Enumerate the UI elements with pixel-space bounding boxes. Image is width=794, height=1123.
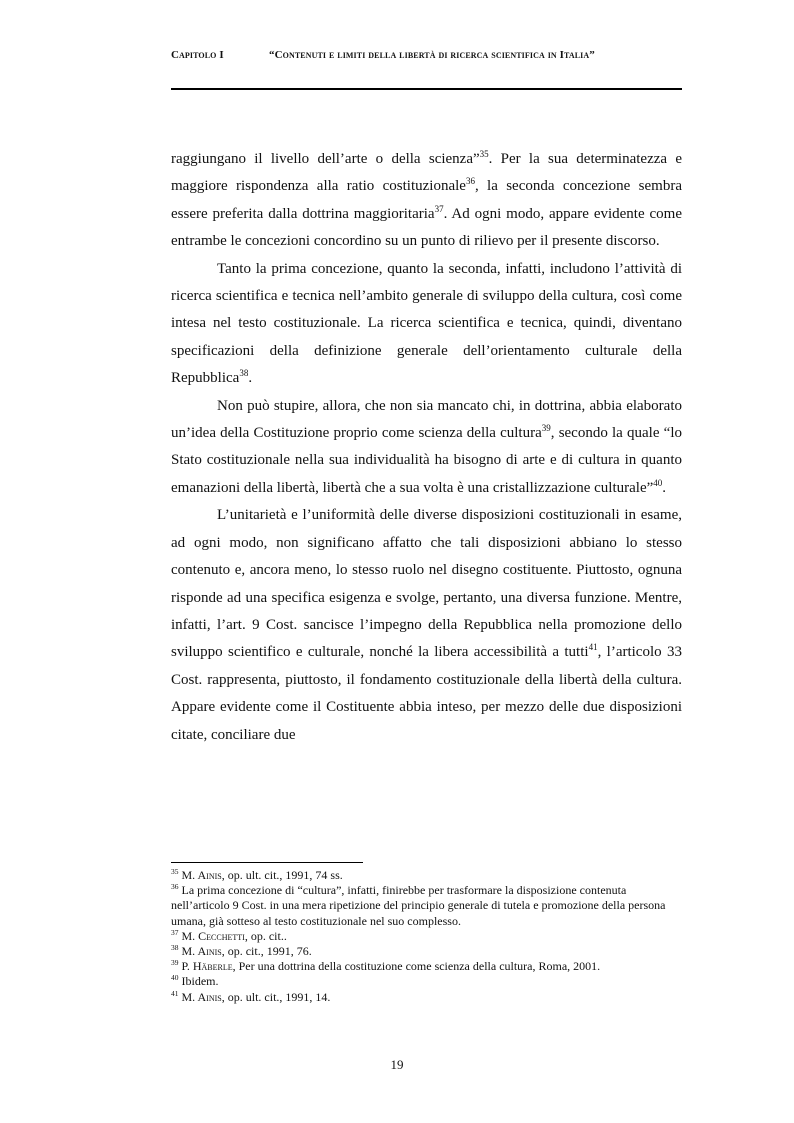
- page-number: 19: [390, 1057, 404, 1072]
- text-span: , secondo la quale “lo Stato costituzionale nella sua individualità ha bisogno di arte e di cultura in quanto emanazioni della libertà, libertà che a sua volta è una cristallizzazione culturale”: [171, 425, 683, 496]
- footnote-number: 38: [171, 943, 179, 953]
- footnote: [171, 959, 682, 974]
- footnote-text: Ibidem.: [181, 974, 219, 989]
- footnote-number: 35: [171, 867, 179, 876]
- text-span: , l’articolo 33 Cost. rappresenta, piuttosto, il fondamento costituzionale della libertà della cultura. Appare evidente come il Costituente abbia inteso, per mezzo delle due disposizioni citate, conciliare due: [171, 644, 682, 743]
- text-span: L’unitarietà e l’uniformità delle diverse disposizioni costituzionali in esame, ad ogni modo, non significano affatto che tali disposizioni abbiano lo stesso contenuto e, ancora meno, lo stesso ruolo nel disegno costituente. Piuttosto, ognuna risponde ad una specifica esigenza e svolge, pertanto, una diversa funzione. Mentre, infatti, l’art. 9 Cost. sancisce l’impegno della Repubblica nella promozione dello sviluppo scientifico e culturale, nonché la libera accessibilità a tutti: [171, 507, 682, 661]
- footnotes: [171, 868, 682, 1005]
- footnote-number: 37: [171, 927, 179, 937]
- text-span: .: [662, 479, 667, 496]
- footnote-text: , op. ult. cit., 1991, 74 ss.: [221, 868, 343, 882]
- text-span: . Ad ogni modo, appare evidente come entrambe le concezioni concordino su un punto di rilievo per il presente discorso.: [171, 205, 682, 250]
- footnote-text: La prima concezione di “cultura”, infatti, finirebbe per trasformare la disposizione contenuta nell’articolo 9 Cost. in una mera ripetizione del principio generale di tutela e promozione della persona umana, già sotteso al testo costituzionale nel suo complesso.: [171, 883, 666, 928]
- footnote-number: 41: [171, 988, 179, 998]
- chapter-label: Capitolo I: [171, 49, 224, 61]
- footnote-text: , op. ult. cit., 1991, 14.: [221, 989, 331, 1004]
- footnote-text: , op. cit., 1991, 76.: [221, 944, 312, 959]
- footnote-ref[interactable]: 40: [653, 477, 663, 488]
- text-span: raggiungano il livello dell’arte o della scienza”: [171, 151, 480, 167]
- paragraph: [171, 256, 682, 393]
- body-text: [171, 146, 682, 749]
- footnote-ref[interactable]: 37: [434, 203, 444, 214]
- chapter-title: “Contenuti e limiti della libertà di ricerca scientifica in Italia”: [269, 49, 595, 61]
- text-span: Non può stupire, allora, che non sia mancato chi, in dottrina, abbia elaborato un’idea della Costituzione proprio come scienza della cultura: [171, 397, 682, 442]
- footnote-ref[interactable]: 36: [465, 176, 475, 187]
- footnote-author: M. Cecchetti: [181, 928, 245, 943]
- footnote: [171, 990, 682, 1005]
- footnote-number: 36: [171, 882, 179, 892]
- footnote-author: P. Häberle: [181, 959, 233, 974]
- footnote-text: , Per una dottrina della costituzione come scienza della cultura, Roma, 2001.: [232, 959, 601, 974]
- footnote-separator: [171, 862, 363, 863]
- footnote-author: M. Ainis: [181, 868, 222, 882]
- footnote-ref[interactable]: 39: [541, 423, 551, 434]
- footnote-text: , op. cit..: [244, 928, 287, 943]
- text-span: .: [248, 370, 253, 387]
- paragraph: [171, 146, 682, 256]
- text-span: Tanto la prima concezione, quanto la seconda, infatti, includono l’attività di ricerca scientifica e tecnica nell’ambito generale di sviluppo della cultura, così come intesa nel testo costituzionale. La ricerca scientifica e tecnica, quindi, diventano specificazioni della definizione generale dell’orientamento culturale della Repubblica: [171, 260, 682, 387]
- footnote-author: M. Ainis: [181, 989, 222, 1004]
- footnote-ref[interactable]: 35: [479, 149, 489, 159]
- footnote-author: M. Ainis: [181, 944, 222, 959]
- footnote: [171, 929, 682, 944]
- footnote: [171, 974, 682, 989]
- footnote-number: 40: [171, 973, 179, 983]
- footnote: [171, 944, 682, 959]
- text-span: , la seconda concezione sembra essere preferita dalla dottrina maggioritaria: [171, 178, 682, 222]
- paragraph: [171, 502, 682, 749]
- footnote: [171, 868, 682, 883]
- footnote-ref[interactable]: 38: [239, 368, 249, 379]
- footnote-number: 39: [171, 958, 179, 968]
- header-rule: [171, 88, 682, 90]
- footnote: [171, 883, 682, 929]
- text-span: . Per la sua determinatezza e maggiore rispondenza alla ratio costituzionale: [171, 151, 682, 195]
- footnote-ref[interactable]: 41: [588, 642, 598, 653]
- paragraph: [171, 393, 682, 503]
